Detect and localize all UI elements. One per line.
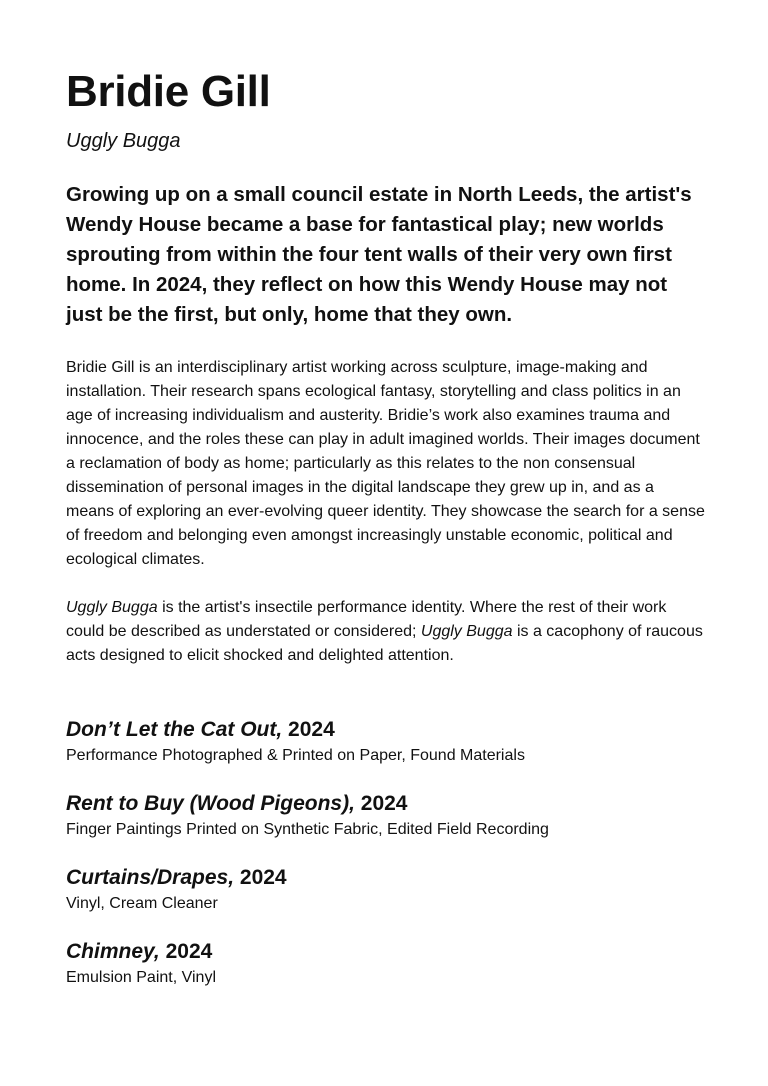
- work-item: [66, 938, 706, 990]
- bio-text: is a cacophony of raucous acts designed to elicit shocked and delighted attention.: [66, 623, 703, 664]
- work-title: [66, 864, 706, 892]
- alias-mention: Uggly Bugga: [420, 623, 513, 640]
- artist-alias: Uggly Bugga: [66, 130, 181, 152]
- work-title: [66, 716, 706, 744]
- work-title: [66, 938, 706, 966]
- bio-paragraph-1: Bridie Gill is an interdisciplinary artist working across sculpture, image-making and installation. Their research spans ecological fantasy, storytelling and class politics in an age of increasing individualism and austerity. Bridie’s work also examines trauma and innocence, and the roles these can play in adult imagined worlds. Their images document a reclamation of body as home; particularly as this relates to the non consensual dissemination of personal images in the digital landscape they grew up in, and as a means of exploring an ever-evolving queer identity. They showcase the search for a sense of freedom and belonging even amongst increasingly unstable economic, political and ecological climates.: [66, 359, 705, 568]
- work-medium: Performance Photographed & Printed on Paper, Found Materials: [66, 747, 525, 764]
- artist-page: [66, 66, 706, 1012]
- work-year: 2024: [159, 940, 213, 963]
- work-title-text: Curtains/Drapes,: [66, 866, 235, 889]
- lead-paragraph: Growing up on a small council estate in North Leeds, the artist's Wendy House became a base for fantastical play; new worlds sprouting from within the four tent walls of their very own first home. In 2024, they reflect on how this Wendy House may not just be the first, but only, home that they own.: [66, 183, 692, 326]
- work-item: [66, 716, 706, 768]
- artist-bio: [66, 356, 706, 668]
- bio-paragraph-2: [66, 596, 706, 668]
- work-item: [66, 790, 706, 842]
- works-list: [66, 716, 706, 990]
- artist-name: Bridie Gill: [66, 67, 271, 116]
- work-medium: Finger Paintings Printed on Synthetic Fabric, Edited Field Recording: [66, 821, 549, 838]
- work-item: [66, 864, 706, 916]
- bio-text: is the artist's insectile performance identity. Where the rest of their work could be described as understated or considered;: [66, 599, 667, 640]
- work-title-text: Rent to Buy (Wood Pigeons),: [66, 792, 355, 815]
- work-medium: Emulsion Paint, Vinyl: [66, 969, 216, 986]
- work-title: [66, 790, 706, 818]
- work-year: 2024: [354, 792, 408, 815]
- work-title-text: Chimney,: [66, 940, 160, 963]
- work-medium: Vinyl, Cream Cleaner: [66, 895, 218, 912]
- work-year: 2024: [282, 718, 335, 741]
- work-year: 2024: [234, 866, 287, 889]
- alias-mention: Uggly Bugga: [66, 599, 158, 616]
- work-title-text: Don’t Let the Cat Out,: [66, 718, 283, 741]
